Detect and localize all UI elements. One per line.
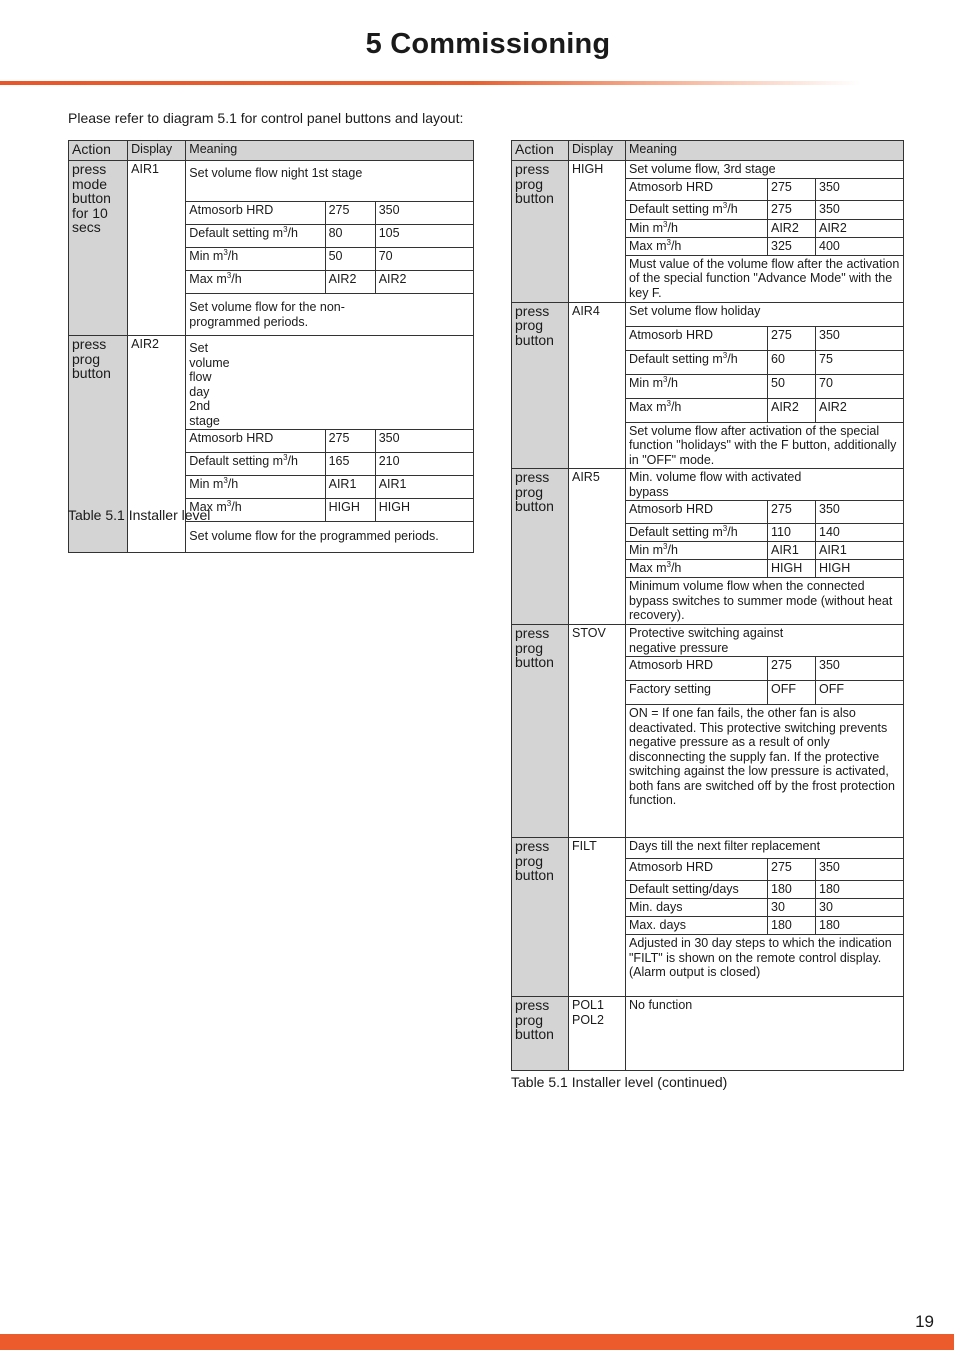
- action-cell: press prog button: [512, 302, 569, 469]
- value-cell: 180: [816, 917, 904, 935]
- value-cell: AIR2: [816, 219, 904, 237]
- value-cell: 75: [816, 350, 904, 374]
- label-text: Max m: [629, 238, 667, 253]
- label-cell: Atmosorb HRD: [626, 326, 768, 350]
- table-caption: Table 5.1 Installer level (continued): [511, 1074, 728, 1090]
- display-cell: HIGH: [569, 161, 626, 303]
- value-cell: 140: [816, 524, 904, 542]
- unit-superscript: 3: [722, 200, 728, 210]
- action-cell: press prog button: [512, 161, 569, 303]
- display-cell: AIR1: [128, 161, 186, 336]
- value-cell: 350: [816, 200, 904, 219]
- value-cell: 275: [768, 200, 816, 219]
- display-line: POL1: [572, 998, 604, 1012]
- table-row: [512, 302, 904, 326]
- unit-superscript: 3: [283, 452, 288, 462]
- label-cell: [186, 248, 325, 271]
- value-cell: 30: [816, 899, 904, 917]
- unit-superscript: 3: [722, 350, 728, 360]
- label-cell: [186, 271, 325, 294]
- unit-superscript: 3: [666, 559, 671, 569]
- action-cell: press prog button: [512, 625, 569, 838]
- note-cell: Must value of the volume flow after the activation of the special function "Advance Mode" with the key F.: [626, 255, 904, 302]
- label-cell: Max. days: [626, 917, 768, 935]
- note-cell: Set volume flow for the programmed periods.: [186, 522, 474, 553]
- value-cell: AIR2: [816, 398, 904, 422]
- action-cell: press prog button: [69, 336, 128, 553]
- value-cell: 275: [768, 501, 816, 524]
- label-cell: [626, 398, 768, 422]
- value-cell: HIGH: [325, 499, 375, 522]
- value-cell: 350: [816, 657, 904, 681]
- label-cell: Factory setting: [626, 681, 768, 705]
- value-cell: 350: [816, 178, 904, 200]
- unit-suffix: /h: [667, 375, 678, 390]
- value-cell: 110: [768, 524, 816, 542]
- value-cell: 275: [325, 202, 375, 225]
- label-text: Default setting m: [629, 525, 723, 539]
- value-cell: 50: [325, 248, 375, 271]
- footer-bar: [0, 1334, 954, 1350]
- action-cell: press prog button: [512, 997, 569, 1071]
- table-header-row: [69, 141, 474, 161]
- unit-suffix: /h: [287, 454, 298, 468]
- table-caption: Table 5.1 Installer level: [68, 507, 211, 523]
- value-cell: HIGH: [816, 560, 904, 578]
- value-cell: 180: [816, 881, 904, 899]
- display-line: POL2: [572, 1012, 604, 1027]
- label-cell: Atmosorb HRD: [186, 430, 325, 453]
- meaning-cell: Set volume flow holiday: [626, 302, 904, 326]
- unit-suffix: /h: [227, 477, 239, 491]
- unit-suffix: /h: [227, 249, 239, 263]
- display-cell: AIR4: [569, 302, 626, 469]
- label-cell: [186, 453, 325, 476]
- page-number: 19: [915, 1312, 934, 1331]
- unit-superscript: 3: [226, 498, 232, 508]
- label-text: Min m: [189, 249, 224, 263]
- value-cell: AIR2: [768, 219, 816, 237]
- value-cell: 80: [325, 225, 375, 248]
- label-cell: [626, 350, 768, 374]
- display-cell: AIR2: [128, 336, 186, 553]
- label-text: Min m: [629, 375, 664, 390]
- unit-suffix: /h: [670, 561, 682, 575]
- unit-superscript: 3: [663, 219, 668, 229]
- value-cell: 350: [375, 202, 473, 225]
- unit-suffix: /h: [670, 399, 682, 414]
- unit-suffix: /h: [727, 201, 738, 216]
- table-row: [512, 997, 904, 1071]
- meaning-cell: Days till the next filter replacement: [626, 838, 904, 859]
- meaning-cell: Set volume flow, 3rd stage: [626, 161, 904, 179]
- unit-suffix: /h: [287, 226, 298, 240]
- note-cell: Set volume flow for the non-programmed periods.: [186, 294, 474, 336]
- label-text: Min m: [629, 543, 664, 557]
- action-cell: press mode button for 10 secs: [69, 161, 128, 336]
- meaning-cell: Set volume flow night 1st stage: [186, 161, 474, 202]
- display-cell: AIR5: [569, 469, 626, 625]
- value-cell: 180: [768, 881, 816, 899]
- meaning-cell: Min. volume flow with activated bypass: [626, 469, 904, 501]
- header-action: Action: [512, 141, 569, 161]
- value-cell: 400: [816, 237, 904, 255]
- table-row: [512, 625, 904, 657]
- intro-text: Please refer to diagram 5.1 for control panel buttons and layout:: [68, 110, 464, 126]
- unit-superscript: 3: [663, 374, 668, 384]
- action-cell: press prog button: [512, 838, 569, 997]
- unit-superscript: 3: [223, 247, 228, 257]
- label-cell: [186, 225, 325, 248]
- value-cell: 30: [768, 899, 816, 917]
- header-meaning: Meaning: [626, 141, 904, 161]
- note-cell: Set volume flow after activation of the special function "holidays" with the F button, additionally in "OFF" mode.: [626, 422, 904, 469]
- action-cell: press prog button: [512, 469, 569, 625]
- label-cell: Atmosorb HRD: [626, 859, 768, 881]
- installer-level-table-continued: [511, 140, 904, 1071]
- label-text: Max m: [189, 500, 227, 514]
- value-cell: AIR1: [325, 476, 375, 499]
- label-cell: [626, 542, 768, 560]
- value-cell: AIR2: [375, 271, 473, 294]
- value-cell: 70: [816, 374, 904, 398]
- header-display: Display: [128, 141, 186, 161]
- value-cell: 165: [325, 453, 375, 476]
- value-cell: AIR1: [375, 476, 473, 499]
- value-cell: AIR1: [816, 542, 904, 560]
- value-cell: AIR2: [768, 398, 816, 422]
- page-title: 5 Commissioning: [365, 28, 611, 60]
- unit-superscript: 3: [666, 398, 671, 408]
- label-cell: [626, 200, 768, 219]
- meaning-cell: Protective switching against negative pressure: [626, 625, 904, 657]
- note-cell: ON = If one fan fails, the other fan is also deactivated. This protective switching prevents negative pressure as a result of only disconnecting the supply fan. If the protective switching against the low pressure is activated, both fans are switched off by the frost protection function.: [626, 705, 904, 838]
- unit-superscript: 3: [666, 237, 671, 247]
- unit-superscript: 3: [722, 523, 728, 533]
- label-cell: Atmosorb HRD: [626, 178, 768, 200]
- value-cell: 350: [816, 859, 904, 881]
- label-cell: Atmosorb HRD: [186, 202, 325, 225]
- label-cell: [186, 476, 325, 499]
- header-display: Display: [569, 141, 626, 161]
- table-row: [512, 469, 904, 501]
- value-cell: 350: [375, 430, 473, 453]
- value-cell: 275: [768, 859, 816, 881]
- value-cell: 70: [375, 248, 473, 271]
- label-text: Default setting m: [629, 201, 723, 216]
- label-cell: [626, 374, 768, 398]
- label-text: Default setting m: [189, 226, 284, 240]
- value-cell: OFF: [768, 681, 816, 705]
- unit-suffix: /h: [727, 351, 738, 366]
- table-row: [512, 838, 904, 859]
- label-cell: [626, 560, 768, 578]
- value-cell: 275: [768, 657, 816, 681]
- header-meaning: Meaning: [186, 141, 474, 161]
- value-cell: HIGH: [768, 560, 816, 578]
- value-cell: OFF: [816, 681, 904, 705]
- unit-superscript: 3: [226, 270, 232, 280]
- value-cell: 180: [768, 917, 816, 935]
- value-cell: HIGH: [375, 499, 473, 522]
- unit-suffix: /h: [667, 543, 678, 557]
- unit-suffix: /h: [727, 525, 738, 539]
- label-text: Default setting m: [189, 454, 284, 468]
- unit-suffix: /h: [231, 272, 242, 286]
- unit-superscript: 3: [283, 224, 288, 234]
- label-text: Min m: [189, 477, 224, 491]
- unit-suffix: /h: [667, 220, 678, 235]
- table-header-row: [512, 141, 904, 161]
- label-cell: [626, 219, 768, 237]
- unit-superscript: 3: [663, 541, 668, 551]
- header-rule: [0, 81, 860, 85]
- unit-superscript: 3: [223, 475, 228, 485]
- label-text: Default setting m: [629, 351, 723, 366]
- value-cell: 50: [768, 374, 816, 398]
- value-cell: 60: [768, 350, 816, 374]
- value-cell: 275: [768, 326, 816, 350]
- value-cell: AIR1: [768, 542, 816, 560]
- installer-level-table: [68, 140, 474, 553]
- value-cell: 350: [816, 501, 904, 524]
- label-cell: Atmosorb HRD: [626, 657, 768, 681]
- label-cell: Default setting/days: [626, 881, 768, 899]
- header-action: Action: [69, 141, 128, 161]
- label-text: Max m: [629, 399, 667, 414]
- value-cell: 275: [325, 430, 375, 453]
- value-cell: 325: [768, 237, 816, 255]
- label-cell: Atmosorb HRD: [626, 501, 768, 524]
- value-cell: 210: [375, 453, 473, 476]
- meaning-cell: Set volume flow day 2nd stage: [186, 336, 474, 430]
- label-cell: [626, 237, 768, 255]
- label-cell: Min. days: [626, 899, 768, 917]
- label-cell: [626, 524, 768, 542]
- label-text: Min m: [629, 220, 664, 235]
- display-cell: FILT: [569, 838, 626, 997]
- label-text: Max m: [189, 272, 227, 286]
- value-cell: 275: [768, 178, 816, 200]
- display-cell: STOV: [569, 625, 626, 838]
- note-cell: Adjusted in 30 day steps to which the indication "FILT" is shown on the remote control display. (Alarm output is closed): [626, 935, 904, 997]
- value-cell: AIR2: [325, 271, 375, 294]
- label-text: Max m: [629, 561, 667, 575]
- note-cell: Minimum volume flow when the connected bypass switches to summer mode (without heat recovery).: [626, 578, 904, 625]
- unit-suffix: /h: [670, 238, 682, 253]
- meaning-cell: No function: [626, 997, 904, 1071]
- value-cell: 105: [375, 225, 473, 248]
- table-row: [69, 336, 474, 430]
- table-row: [512, 161, 904, 179]
- value-cell: 350: [816, 326, 904, 350]
- display-cell: [569, 997, 626, 1071]
- table-row: [69, 161, 474, 202]
- unit-suffix: /h: [231, 500, 242, 514]
